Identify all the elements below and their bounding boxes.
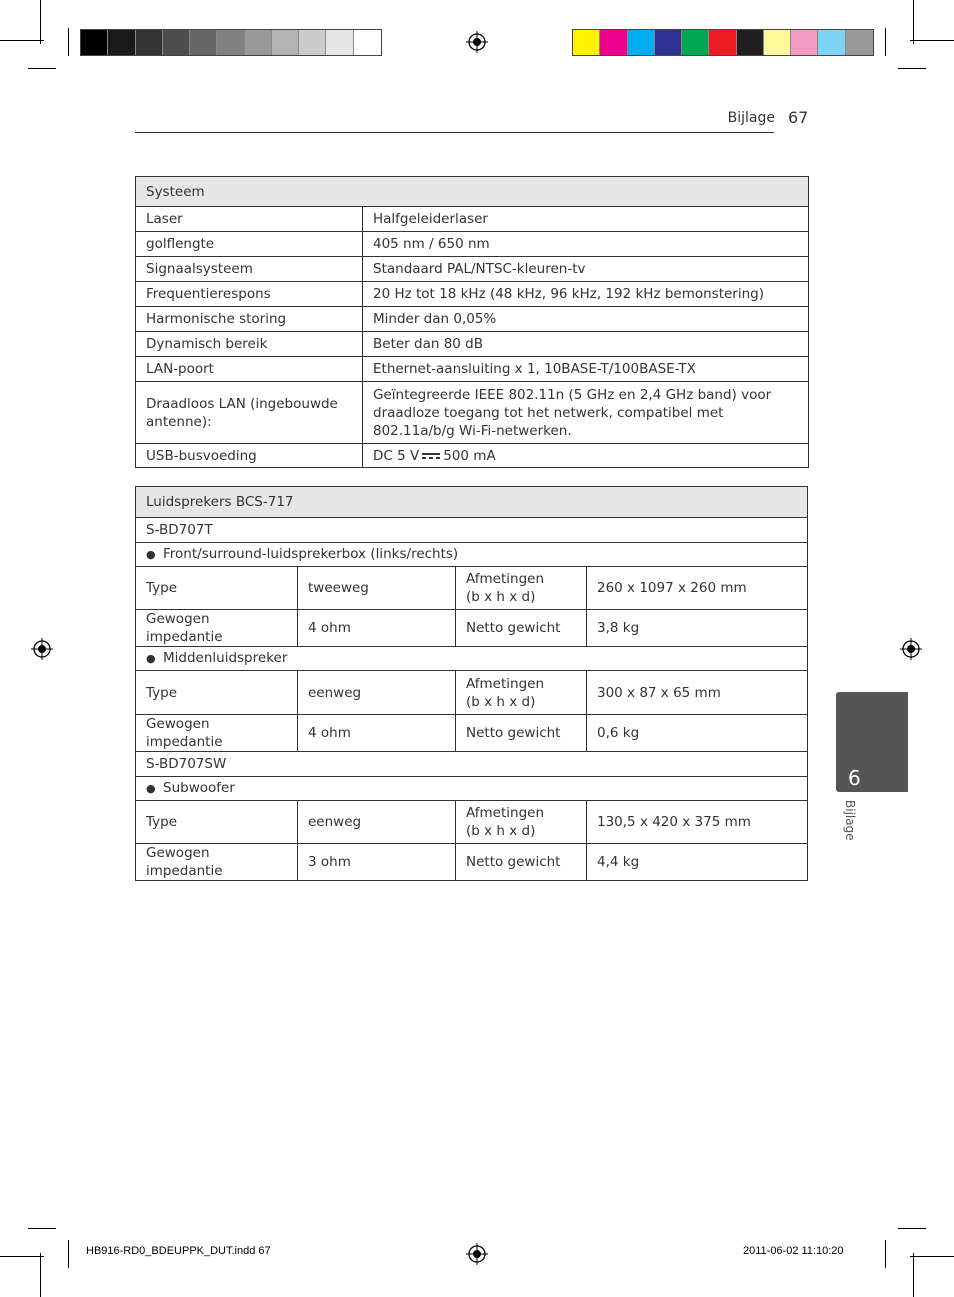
spec-label <box>456 671 587 715</box>
bullet-icon: ● <box>146 782 156 795</box>
table-row <box>136 357 809 382</box>
running-header-section: Bijlage <box>727 110 775 126</box>
crop-mark <box>0 1256 44 1257</box>
spec-label: Harmonische storing <box>136 307 363 332</box>
spec-label-line: Afmetingen <box>466 571 544 587</box>
model-name: S-BD707SW <box>136 752 808 777</box>
table-row <box>136 332 809 357</box>
table-row <box>136 647 808 671</box>
table-row <box>136 282 809 307</box>
spec-label: golflengte <box>136 232 363 257</box>
spec-value: Halfgeleiderlaser <box>363 207 809 232</box>
table-row <box>136 307 809 332</box>
spec-label-line: (b x h x d) <box>466 693 536 710</box>
color-swatch <box>299 30 326 55</box>
crop-mark <box>885 1240 886 1268</box>
dc-current-icon <box>422 452 440 460</box>
color-swatch <box>709 30 736 55</box>
spec-value <box>363 444 809 468</box>
table-title: Luidsprekers BCS-717 <box>136 487 808 518</box>
spec-label: USB-busvoeding <box>136 444 363 468</box>
spec-value: Geïntegreerde IEEE 802.11n (5 GHz en 2,4 GHz band) voor draadloze toegang tot het netwerk, compatibel met 802.11a/b/g Wi-Fi-netwerken. <box>363 382 809 444</box>
table-row <box>136 518 808 543</box>
spec-label: Laser <box>136 207 363 232</box>
table-row <box>136 207 809 232</box>
spec-label-line: Afmetingen <box>466 805 544 821</box>
page-number: 67 <box>788 108 809 127</box>
spec-value-prefix: DC 5 V <box>373 447 420 464</box>
header-rule <box>135 132 774 133</box>
spec-label <box>456 801 587 844</box>
spec-label: Frequentierespons <box>136 282 363 307</box>
spec-value: Standaard PAL/NTSC-kleuren-tv <box>363 257 809 282</box>
speaker-spec-table <box>135 486 808 881</box>
bullet-icon: ● <box>146 548 156 561</box>
table-row <box>136 382 809 444</box>
spec-label: LAN-poort <box>136 357 363 382</box>
system-spec-table <box>135 176 809 468</box>
speaker-category-label: Middenluidspreker <box>163 650 288 666</box>
color-swatch <box>655 30 682 55</box>
crop-mark <box>910 40 954 41</box>
speaker-category-label: Subwoofer <box>163 780 235 796</box>
color-swatch <box>573 30 600 55</box>
spec-label: Signaalsysteem <box>136 257 363 282</box>
crop-mark <box>913 1253 914 1297</box>
table-row <box>136 567 808 610</box>
spec-label: Gewogen impedantie <box>136 715 298 752</box>
crop-mark <box>68 1240 69 1268</box>
color-swatch <box>791 30 818 55</box>
color-swatch <box>81 30 108 55</box>
color-swatch <box>163 30 190 55</box>
speaker-category <box>136 777 808 801</box>
table-row <box>136 610 808 647</box>
table-row <box>136 543 808 567</box>
crop-mark <box>40 0 41 44</box>
spec-value: eenweg <box>298 801 456 844</box>
color-swatch <box>326 30 353 55</box>
spec-value: 300 x 87 x 65 mm <box>587 671 808 715</box>
color-swatch <box>108 30 135 55</box>
color-swatch <box>272 30 299 55</box>
spec-label: Type <box>136 801 298 844</box>
spec-value: eenweg <box>298 671 456 715</box>
spec-label: Type <box>136 567 298 610</box>
crop-mark <box>898 1228 926 1229</box>
spec-value: Minder dan 0,05% <box>363 307 809 332</box>
spec-label: Gewogen impedantie <box>136 610 298 647</box>
color-swatch <box>354 30 381 55</box>
registration-mark-icon <box>466 31 488 53</box>
color-swatch <box>190 30 217 55</box>
color-swatch <box>818 30 845 55</box>
color-swatch <box>846 30 873 55</box>
registration-mark-icon <box>466 1243 488 1265</box>
spec-value: 4 ohm <box>298 610 456 647</box>
chapter-label: Bijlage <box>843 800 857 841</box>
spec-value: 0,6 kg <box>587 715 808 752</box>
chapter-number: 6 <box>848 766 861 790</box>
registration-mark-icon <box>31 638 53 660</box>
spec-label: Netto gewicht <box>456 844 587 881</box>
table-row <box>136 232 809 257</box>
spec-value: 4 ohm <box>298 715 456 752</box>
spec-label-line: (b x h x d) <box>466 589 536 605</box>
spec-label: Type <box>136 671 298 715</box>
color-swatch <box>245 30 272 55</box>
table-row <box>136 671 808 715</box>
spec-value: 130,5 x 420 x 375 mm <box>587 801 808 844</box>
crop-mark <box>898 68 926 69</box>
crop-mark <box>28 1228 56 1229</box>
spec-label <box>456 567 587 610</box>
spec-label: Netto gewicht <box>456 610 587 647</box>
spec-value: 405 nm / 650 nm <box>363 232 809 257</box>
table-row <box>136 257 809 282</box>
color-swatch <box>600 30 627 55</box>
spec-value: Beter dan 80 dB <box>363 332 809 357</box>
chapter-tab <box>836 692 908 792</box>
table-row <box>136 844 808 881</box>
spec-value: tweeweg <box>298 567 456 610</box>
speaker-category <box>136 647 808 671</box>
crop-mark <box>28 68 56 69</box>
color-swatch <box>737 30 764 55</box>
spec-value: 20 Hz tot 18 kHz (48 kHz, 96 kHz, 192 kHz bemonstering) <box>363 282 809 307</box>
process-color-bar <box>572 29 874 56</box>
crop-mark <box>40 1253 41 1297</box>
table-row <box>136 801 808 844</box>
spec-value: 260 x 1097 x 260 mm <box>587 567 808 610</box>
crop-mark <box>913 0 914 44</box>
spec-label-line: Afmetingen <box>466 675 544 692</box>
color-swatch <box>217 30 244 55</box>
spec-value: 3 ohm <box>298 844 456 881</box>
table-row <box>136 715 808 752</box>
spec-value: 4,4 kg <box>587 844 808 881</box>
registration-mark-icon <box>900 638 922 660</box>
table-row <box>136 444 809 468</box>
bullet-icon: ● <box>146 652 156 665</box>
spec-value: Ethernet-aansluiting x 1, 10BASE-T/100BASE-TX <box>363 357 809 382</box>
model-name: S-BD707T <box>136 518 808 543</box>
spec-label: Netto gewicht <box>456 715 587 752</box>
spec-label: Draadloos LAN (ingebouwde antenne): <box>136 382 363 444</box>
table-row <box>136 777 808 801</box>
footer-filename: HB916-RD0_BDEUPPK_DUT.indd 67 <box>86 1245 271 1257</box>
table-title: Systeem <box>136 177 809 207</box>
color-swatch <box>628 30 655 55</box>
spec-value: 3,8 kg <box>587 610 808 647</box>
color-swatch <box>764 30 791 55</box>
speaker-category <box>136 543 808 567</box>
crop-mark <box>0 40 44 41</box>
spec-label-line: (b x h x d) <box>466 823 536 839</box>
crop-mark <box>68 28 69 56</box>
crop-mark <box>910 1256 954 1257</box>
spec-label: Gewogen impedantie <box>136 844 298 881</box>
speaker-category-label: Front/surround-luidsprekerbox (links/rechts) <box>163 546 459 562</box>
color-swatch <box>136 30 163 55</box>
grayscale-color-bar <box>80 29 382 56</box>
color-swatch <box>682 30 709 55</box>
table-row <box>136 752 808 777</box>
spec-label: Dynamisch bereik <box>136 332 363 357</box>
spec-value-suffix: 500 mA <box>443 447 496 464</box>
footer-timestamp: 2011-06-02 11:10:20 <box>743 1245 844 1257</box>
crop-mark <box>885 28 886 56</box>
